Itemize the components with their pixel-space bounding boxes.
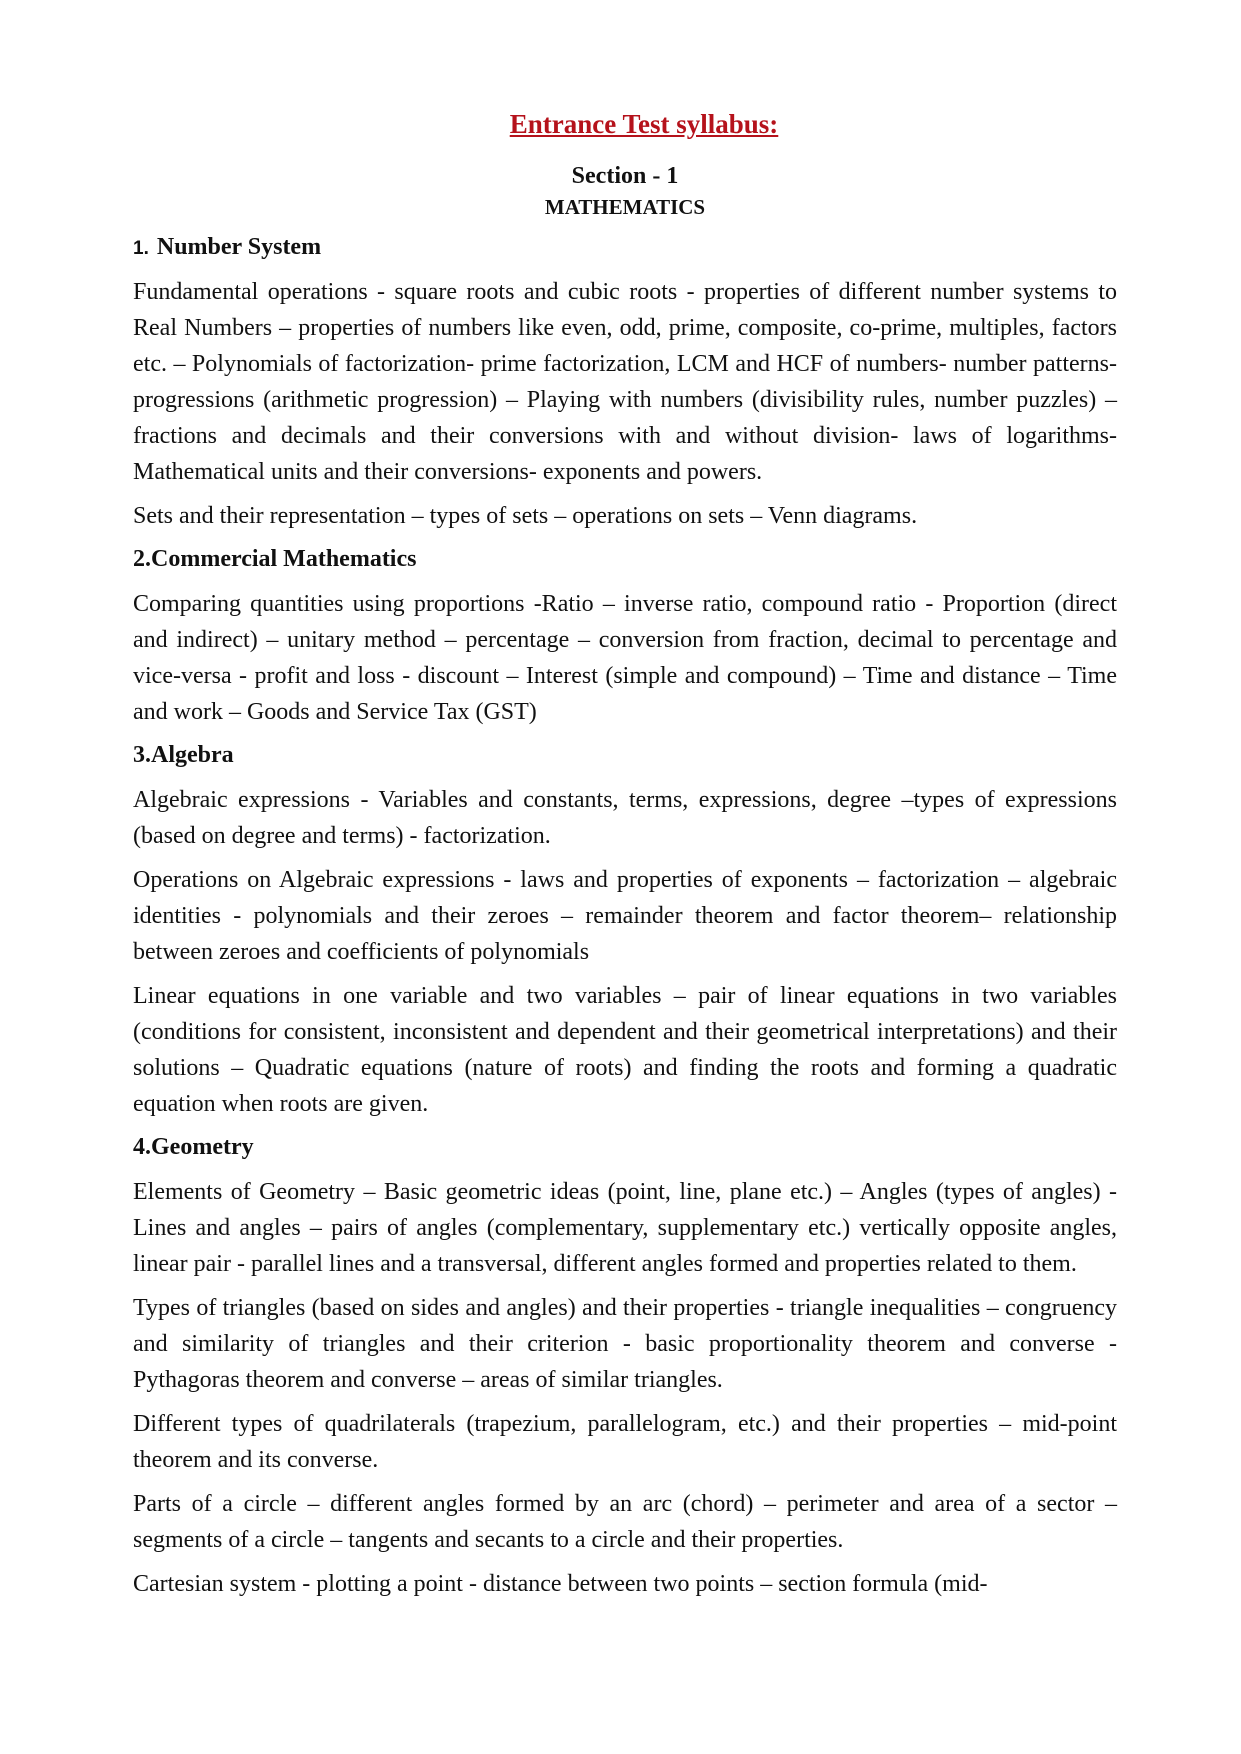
topic-heading: 3.Algebra bbox=[133, 742, 234, 769]
paragraph: Sets and their representation – types of sets – operations on sets – Venn diagrams. bbox=[133, 503, 918, 530]
paragraph: Comparing quantities using proportions -Ratio – inverse ratio, compound ratio - Proportion (direct and indirect) – unitary method – percentage – conversion from fraction, decimal to percentage and vice-versa - profit and loss - discount – Interest (simple and compound) – Time and distance – Time and work – Goods and Service Tax (GST) bbox=[133, 591, 1117, 726]
document-page bbox=[133, 108, 1117, 1612]
paragraph: Algebraic expressions - Variables and constants, terms, expressions, degree –types of expressions (based on degree and terms) - factorization. bbox=[133, 787, 1117, 850]
topic-algebra bbox=[133, 740, 1117, 1122]
topic-heading: 4.Geometry bbox=[133, 1134, 254, 1161]
paragraph: Parts of a circle – different angles formed by an arc (chord) – perimeter and area of a sector – segments of a circle – tangents and secants to a circle and their properties. bbox=[133, 1491, 1117, 1554]
paragraph: Linear equations in one variable and two variables – pair of linear equations in two variables (conditions for consistent, inconsistent and dependent and their geometrical interpretations) and their solutions – Quadratic equations (nature of roots) and finding the roots and forming a quadratic equation when roots are given. bbox=[133, 983, 1117, 1118]
paragraph: Fundamental operations - square roots and cubic roots - properties of different number systems to Real Numbers – properties of numbers like even, odd, prime, composite, co-prime, multiples, factors etc. – Polynomials of factorization- prime factorization, LCM and HCF of numbers- number patterns-progressions (arithmetic progression) – Playing with numbers (divisibility rules, number puzzles) – fractions and decimals and their conversions with and without division- laws of logarithms-Mathematical units and their conversions- exponents and powers. bbox=[133, 279, 1117, 486]
paragraph: Types of triangles (based on sides and angles) and their properties - triangle inequalities – congruency and similarity of triangles and their criterion - basic proportionality theorem and converse - Pythagoras theorem and converse – areas of similar triangles. bbox=[133, 1295, 1117, 1394]
paragraph: Operations on Algebraic expressions - laws and properties of exponents – factorization – algebraic identities - polynomials and their zeroes – remainder theorem and factor theorem– relationship between zeroes and coefficients of polynomials bbox=[133, 867, 1117, 966]
section-label: Section - 1 bbox=[571, 163, 679, 190]
topic-heading: 2.Commercial Mathematics bbox=[133, 546, 417, 573]
topic-heading-text: Number System bbox=[156, 234, 322, 261]
paragraph: Cartesian system - plotting a point - distance between two points – section formula (mid- bbox=[133, 1571, 988, 1598]
topic-heading bbox=[133, 232, 1117, 262]
subject-label: MATHEMATICS bbox=[544, 195, 706, 220]
topic-commercial-mathematics bbox=[133, 544, 1117, 730]
paragraph: Elements of Geometry – Basic geometric ideas (point, line, plane etc.) – Angles (types of angles) - Lines and angles – pairs of angles (complementary, supplementary etc.) vertically opposite angles, linear pair - parallel lines and a transversal, different angles formed and properties related to them. bbox=[133, 1179, 1117, 1278]
topic-number: 1. bbox=[133, 238, 149, 260]
topic-geometry bbox=[133, 1132, 1117, 1602]
paragraph: Different types of quadrilaterals (trapezium, parallelogram, etc.) and their properties – mid-point theorem and its converse. bbox=[133, 1411, 1117, 1474]
document-title: Entrance Test syllabus: bbox=[509, 109, 779, 139]
topic-number-system bbox=[133, 232, 1117, 534]
